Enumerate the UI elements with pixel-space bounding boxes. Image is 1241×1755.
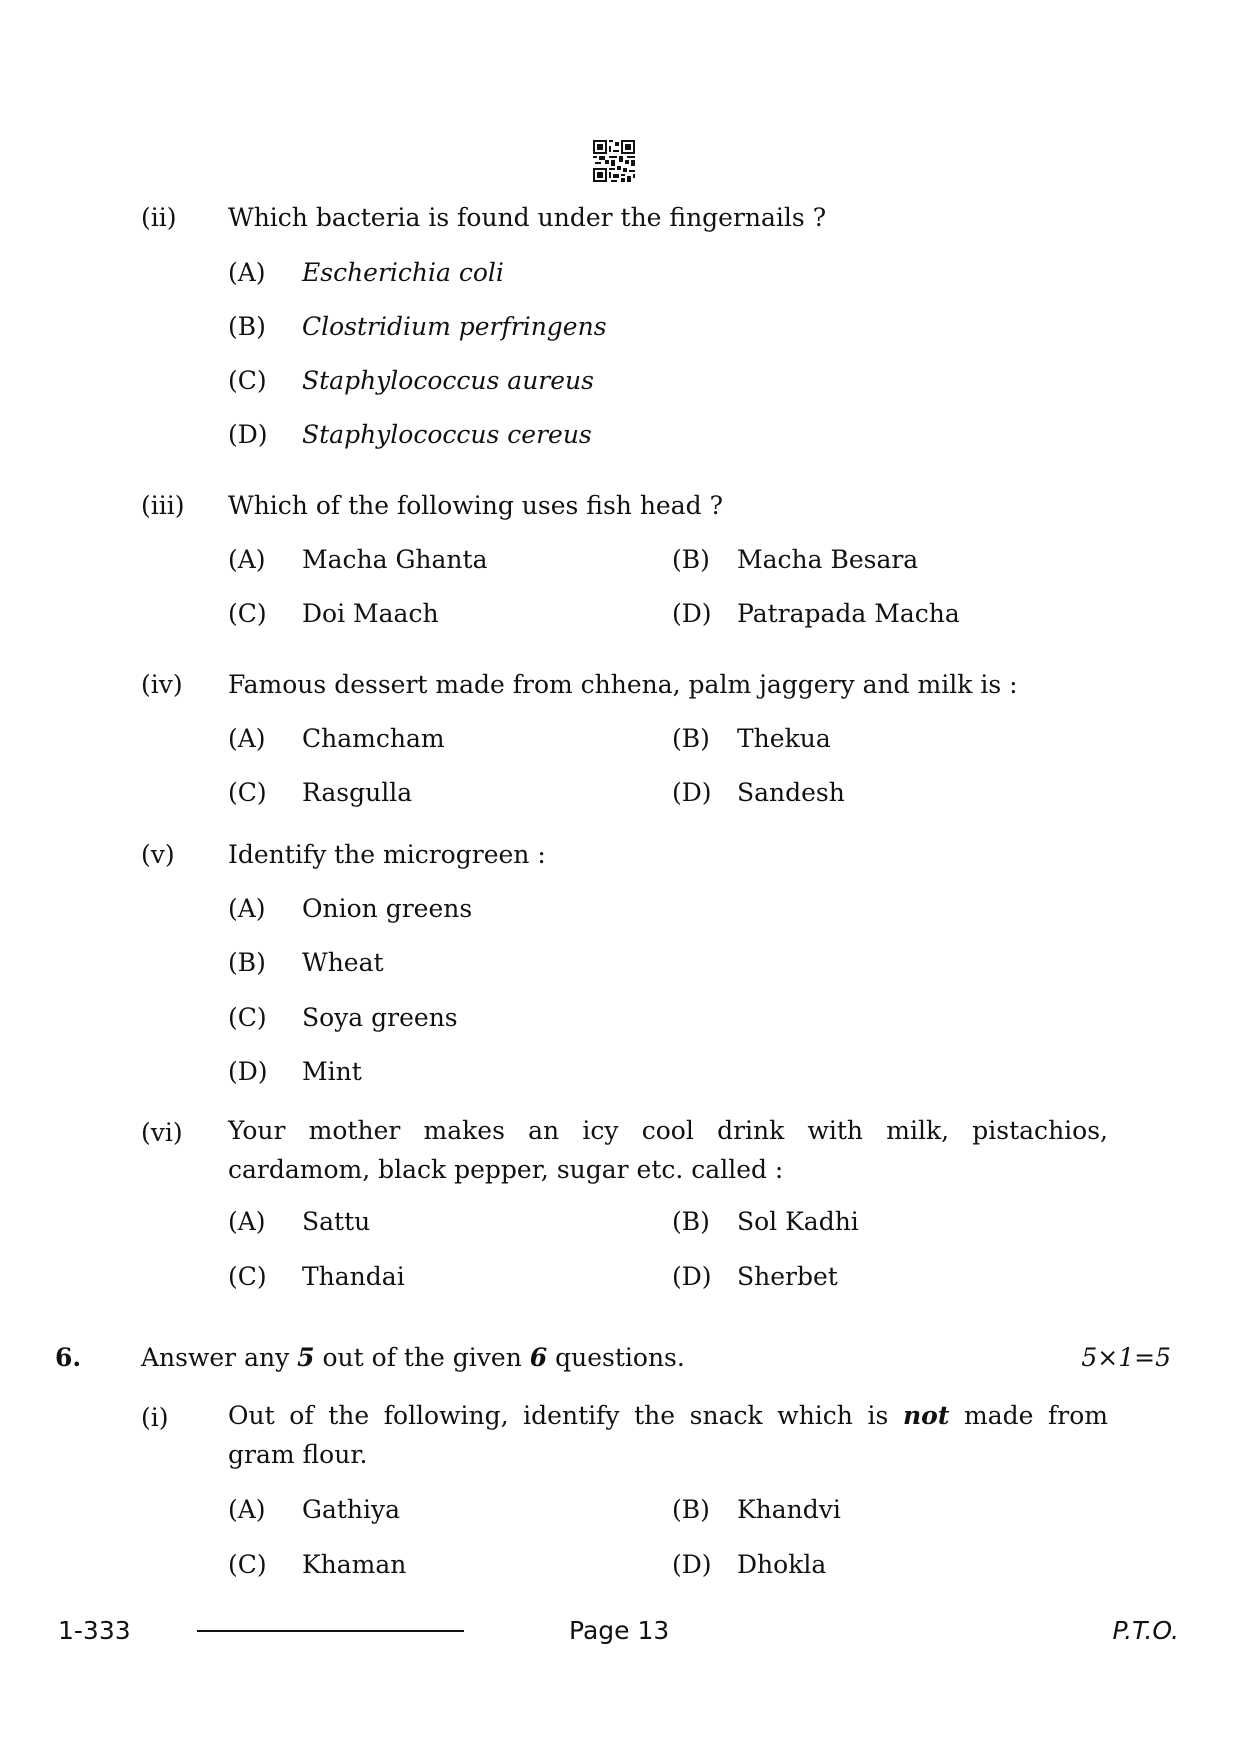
- option-text: Staphylococcus cereus: [302, 420, 592, 449]
- option-text: Escherichia coli: [302, 258, 504, 287]
- option-text: Mint: [302, 1057, 362, 1086]
- option-text: Clostridium perfringens: [302, 312, 607, 341]
- option-text: Sattu: [302, 1207, 371, 1236]
- option-letter: (A): [228, 1207, 266, 1236]
- option-letter: (A): [228, 724, 266, 753]
- option-letter: (A): [228, 258, 266, 287]
- question-number: (v): [141, 840, 175, 869]
- option-text: Rasgulla: [302, 778, 413, 807]
- footer-divider: [197, 1630, 464, 1632]
- qr-code-icon: [593, 140, 635, 182]
- option-text: Chamcham: [302, 724, 445, 753]
- question-6-number: 6.: [55, 1343, 82, 1372]
- option-text: Sol Kadhi: [737, 1207, 859, 1236]
- option-text: Thandai: [302, 1262, 405, 1291]
- option-text: Staphylococcus aureus: [302, 366, 594, 395]
- option-letter: (D): [672, 599, 712, 628]
- option-letter: (A): [228, 545, 266, 574]
- option-text: Doi Maach: [302, 599, 439, 628]
- option-text: Macha Besara: [737, 545, 919, 574]
- option-letter: (B): [672, 724, 710, 753]
- question-number: (ii): [141, 203, 177, 232]
- question-stem: Famous dessert made from chhena, palm jaggery and milk is :: [228, 670, 1018, 699]
- option-letter: (C): [228, 1003, 267, 1032]
- option-letter: (B): [672, 545, 710, 574]
- question-number: (i): [141, 1403, 169, 1432]
- option-letter: (B): [228, 312, 266, 341]
- option-letter: (C): [228, 778, 267, 807]
- question-stem: Your mother makes an icy cool drink with milk, pistachios, cardamom, black pepper, sugar etc. called :: [228, 1116, 1108, 1184]
- option-letter: (D): [672, 1262, 712, 1291]
- option-text: Wheat: [302, 948, 384, 977]
- option-text: Sherbet: [737, 1262, 838, 1291]
- option-letter: (D): [228, 1057, 268, 1086]
- option-text: Sandesh: [737, 778, 845, 807]
- question-6-instruction: Answer any 5 out of the given 6 questions.: [141, 1343, 685, 1372]
- question-stem: Identify the microgreen :: [228, 840, 546, 869]
- question-number: (iv): [141, 670, 183, 699]
- option-text: Patrapada Macha: [737, 599, 960, 628]
- option-text: Thekua: [737, 724, 831, 753]
- page-number: Page 13: [569, 1616, 670, 1645]
- question-number: (iii): [141, 491, 185, 520]
- option-letter: (C): [228, 1550, 267, 1579]
- option-text: Khandvi: [737, 1495, 841, 1524]
- question-stem: Which bacteria is found under the fingernails ?: [228, 203, 827, 232]
- paper-code: 1-333: [58, 1616, 131, 1645]
- question-stem: Out of the following, identify the snack which is not made from gram flour.: [228, 1401, 1108, 1469]
- marks-label: 5×1=5: [1081, 1343, 1171, 1372]
- option-letter: (D): [228, 420, 268, 449]
- option-letter: (B): [672, 1495, 710, 1524]
- option-text: Khaman: [302, 1550, 407, 1579]
- option-letter: (D): [672, 778, 712, 807]
- question-number: (vi): [141, 1118, 183, 1147]
- option-text: Macha Ghanta: [302, 545, 488, 574]
- option-letter: (D): [672, 1550, 712, 1579]
- option-text: Onion greens: [302, 894, 473, 923]
- option-letter: (B): [228, 948, 266, 977]
- option-letter: (C): [228, 366, 267, 395]
- question-stem: Which of the following uses fish head ?: [228, 491, 723, 520]
- option-letter: (C): [228, 599, 267, 628]
- option-letter: (A): [228, 894, 266, 923]
- option-text: Gathiya: [302, 1495, 401, 1524]
- option-letter: (B): [672, 1207, 710, 1236]
- option-letter: (C): [228, 1262, 267, 1291]
- option-letter: (A): [228, 1495, 266, 1524]
- option-text: Soya greens: [302, 1003, 458, 1032]
- pto-label: P.T.O.: [1112, 1616, 1179, 1645]
- option-text: Dhokla: [737, 1550, 827, 1579]
